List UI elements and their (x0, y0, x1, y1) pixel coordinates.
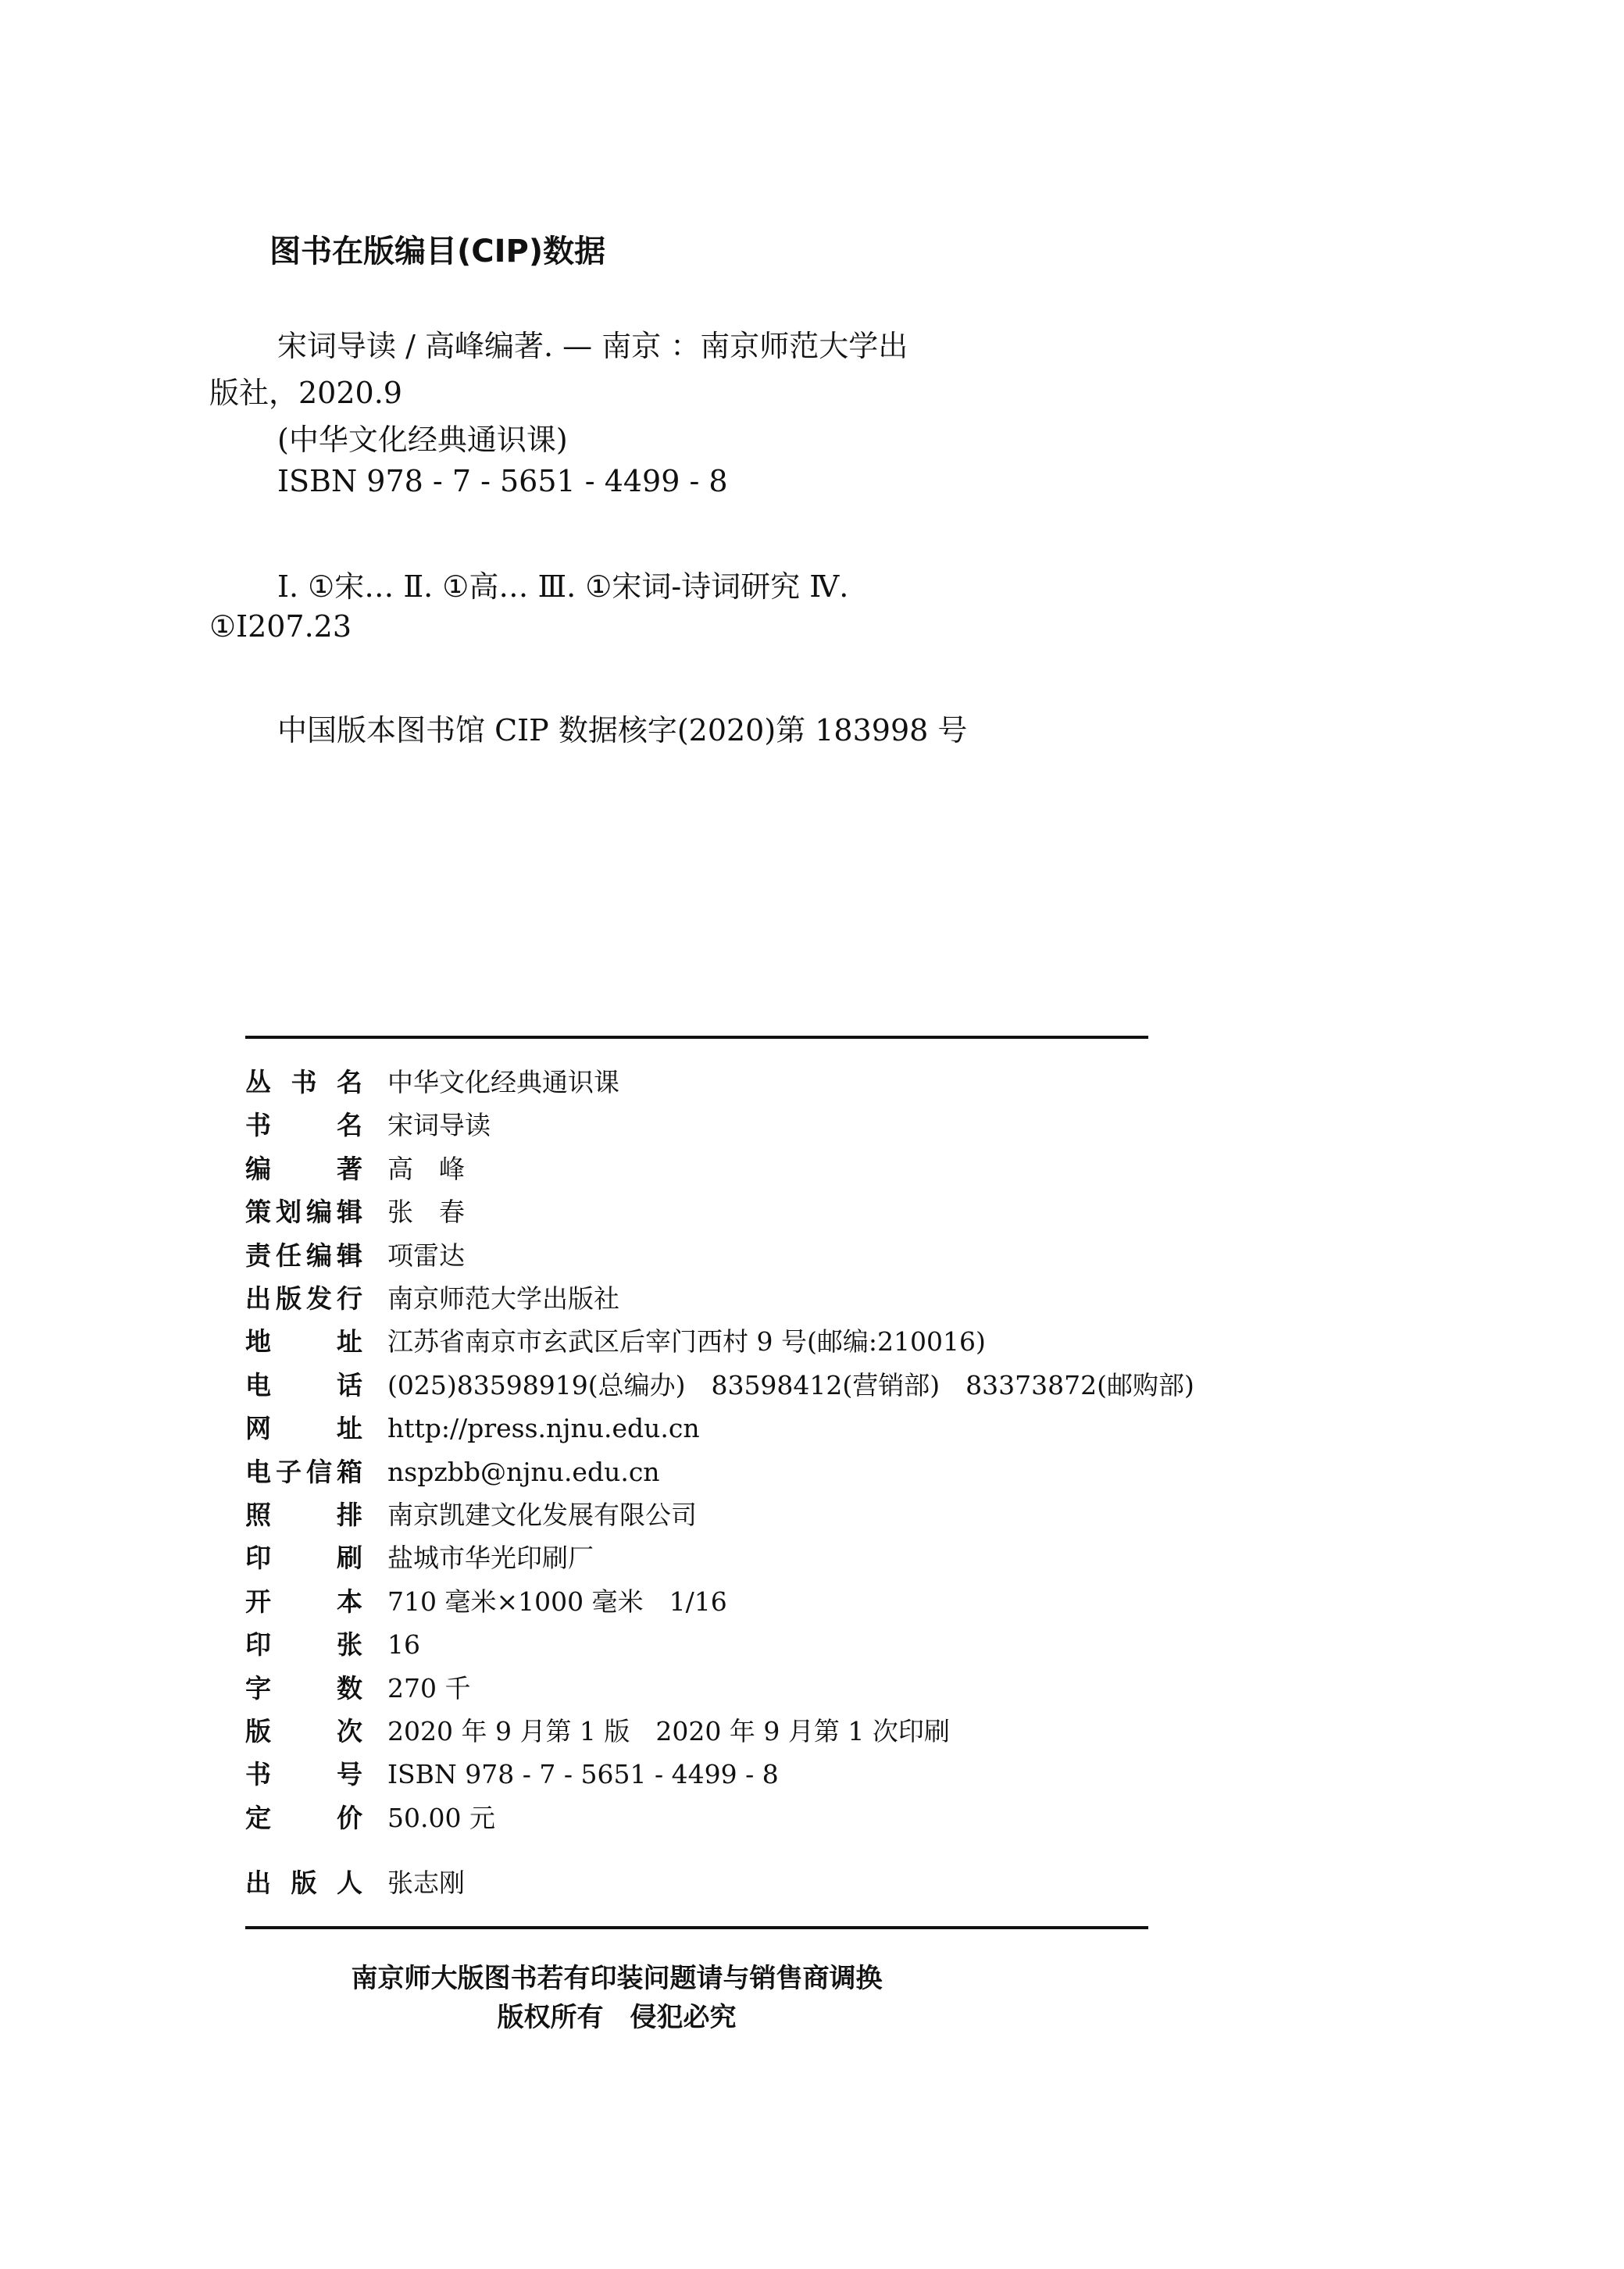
detail-row (245, 1710, 950, 1753)
detail-label: 电话 (245, 1369, 362, 1400)
detail-value: 16 (387, 1629, 420, 1661)
detail-row (245, 1407, 700, 1450)
detail-label: 印刷 (245, 1543, 362, 1574)
cip-line-title-author: 宋词导读 / 高峰编著. — 南京 ：南京师范大学出 (277, 329, 908, 363)
detail-label: 地址 (245, 1326, 362, 1357)
detail-value: 710 毫米×1000 毫米 1/16 (387, 1586, 727, 1617)
detail-label: 字数 (245, 1672, 362, 1704)
detail-value: 张 春 (387, 1197, 465, 1228)
detail-label: 定价 (245, 1802, 362, 1833)
cip-line-class-number: ①I207.23 (209, 609, 352, 644)
detail-row (245, 1104, 491, 1147)
publisher-value: 张志刚 (387, 1868, 465, 1898)
detail-row (245, 1450, 660, 1493)
detail-row (245, 1493, 697, 1536)
detail-value: 270 千 (387, 1672, 471, 1704)
detail-value: 南京师范大学出版社 (387, 1283, 619, 1314)
cip-title: 图书在版编目(CIP)数据 (269, 234, 606, 269)
top-divider (245, 1036, 1148, 1039)
bottom-divider (245, 1926, 1148, 1929)
footer-copyright: 版权所有 侵犯必究 (497, 2002, 737, 2033)
cip-line-record-number: 中国版本图书馆 CIP 数据核字(2020)第 183998 号 (277, 713, 968, 747)
cip-line-series: (中华文化经典通识课) (277, 423, 568, 457)
detail-value: 盐城市华光印刷厂 (387, 1543, 594, 1574)
detail-label: 书名 (245, 1110, 362, 1141)
detail-row (245, 1190, 465, 1233)
detail-row (245, 1277, 619, 1320)
publisher-row (245, 1861, 465, 1904)
detail-label: 编著 (245, 1153, 362, 1184)
detail-row (245, 1234, 465, 1277)
cip-line-isbn: ISBN 978 - 7 - 5651 - 4499 - 8 (277, 464, 728, 498)
detail-value: 中华文化经典通识课 (387, 1067, 619, 1097)
cip-line-classification: Ⅰ. ①宋… Ⅱ. ①高… Ⅲ. ①宋词-诗词研究 Ⅳ. (277, 569, 849, 604)
detail-value: 南京凯建文化发展有限公司 (387, 1500, 697, 1530)
detail-value: http://press.njnu.edu.cn (387, 1413, 700, 1444)
detail-value: 2020 年 9 月第 1 版 2020 年 9 月第 1 次印刷 (387, 1716, 950, 1746)
detail-row (245, 1320, 986, 1363)
publisher-label: 出版人 (245, 1868, 362, 1898)
detail-label: 出版发行 (245, 1283, 362, 1314)
detail-label: 书号 (245, 1759, 362, 1790)
detail-label: 印张 (245, 1629, 362, 1661)
detail-label: 照排 (245, 1500, 362, 1530)
detail-label: 丛书名 (245, 1067, 362, 1097)
detail-row (245, 1580, 727, 1623)
detail-row (245, 1667, 471, 1710)
detail-value: ISBN 978 - 7 - 5651 - 4499 - 8 (387, 1759, 779, 1790)
detail-value: 项雷达 (387, 1240, 465, 1271)
detail-label: 版次 (245, 1716, 362, 1746)
detail-label: 责任编辑 (245, 1240, 362, 1271)
detail-value: 江苏省南京市玄武区后宰门西村 9 号(邮编:210016) (387, 1326, 986, 1357)
detail-label: 电子信箱 (245, 1456, 362, 1487)
detail-label: 网址 (245, 1413, 362, 1444)
detail-row (245, 1364, 1194, 1407)
detail-row (245, 1536, 594, 1579)
detail-row (245, 1753, 779, 1796)
detail-value: 50.00 元 (387, 1802, 495, 1833)
detail-row (245, 1061, 619, 1104)
detail-row (245, 1147, 465, 1190)
detail-row (245, 1623, 420, 1666)
footer-notice: 南京师大版图书若有印装问题请与销售商调换 (351, 1963, 883, 1994)
detail-label: 开本 (245, 1586, 362, 1617)
cip-line-publisher-date: 版社，2020.9 (209, 376, 402, 410)
detail-value: 宋词导读 (387, 1110, 491, 1141)
detail-label: 策划编辑 (245, 1197, 362, 1228)
detail-value: 高 峰 (387, 1153, 465, 1184)
detail-value: (025)83598919(总编办) 83598412(营销部) 83373872(邮购部) (387, 1369, 1194, 1400)
detail-row (245, 1796, 495, 1839)
detail-value: nspzbb@njnu.edu.cn (387, 1456, 660, 1487)
